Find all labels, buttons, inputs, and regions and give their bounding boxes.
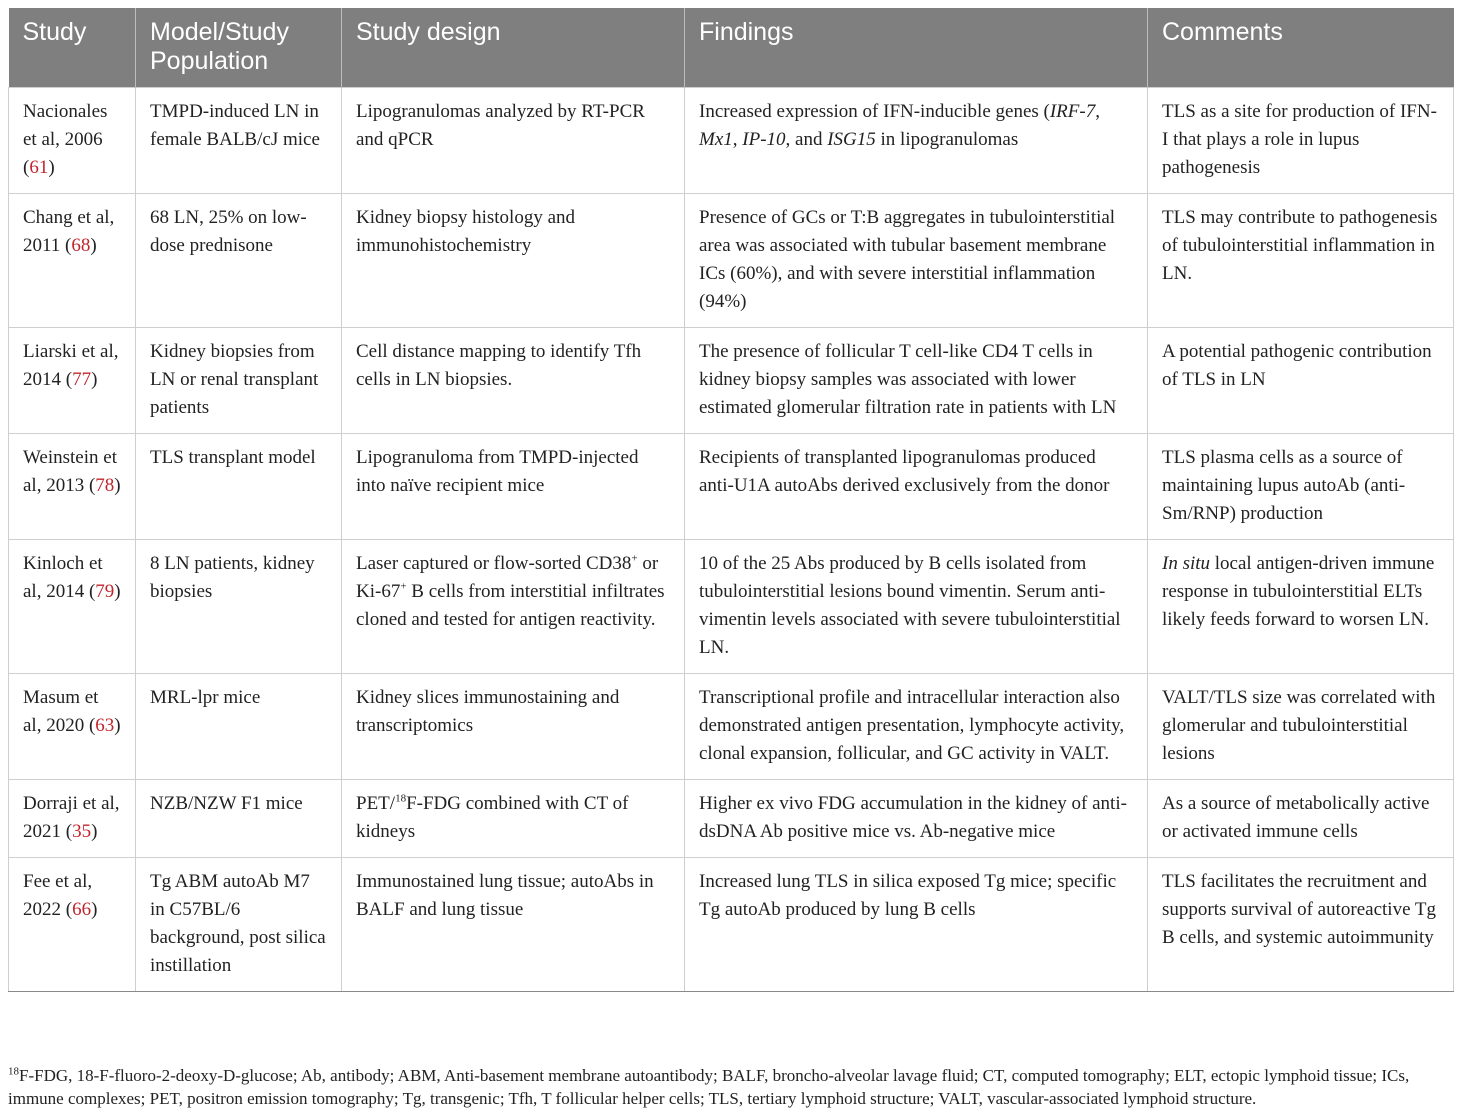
cell-study: Dorraji et al, 2021 (35) bbox=[9, 780, 136, 858]
table-row bbox=[9, 674, 1454, 780]
cell-study: Masum et al, 2020 (63) bbox=[9, 674, 136, 780]
citation-link[interactable]: 35 bbox=[72, 821, 92, 842]
cell-model: Tg ABM autoAb M7 in C57BL/6 background, post silica instillation bbox=[136, 858, 342, 992]
cell-findings: Presence of GCs or T:B aggregates in tubulointerstitial area was associated with tubular basement membrane ICs (60%), and with severe interstitial inflammation (94%) bbox=[685, 194, 1148, 328]
table-row bbox=[9, 88, 1454, 194]
cell-design: Immunostained lung tissue; autoAbs in BALF and lung tissue bbox=[342, 858, 685, 992]
cell-model: 8 LN patients, kidney biopsies bbox=[136, 540, 342, 674]
cell-comments: VALT/TLS size was correlated with glomerular and tubulointerstitial lesions bbox=[1148, 674, 1454, 780]
table-row bbox=[9, 194, 1454, 328]
table-row bbox=[9, 434, 1454, 540]
studies-table bbox=[8, 8, 1454, 992]
header-model: Model/Study Population bbox=[136, 8, 342, 88]
cell-design: PET/$^{18}$F-FDG combined with CT of kidneys bbox=[342, 780, 685, 858]
cell-model: NZB/NZW F1 mice bbox=[136, 780, 342, 858]
cell-study: Chang et al, 2011 (68) bbox=[9, 194, 136, 328]
cell-comments: TLS plasma cells as a source of maintaining lupus autoAb (anti-Sm/RNP) production bbox=[1148, 434, 1454, 540]
cell-comments: A potential pathogenic contribution of TLS in LN bbox=[1148, 328, 1454, 434]
cell-comments: TLS as a site for production of IFN-I that plays a role in lupus pathogenesis bbox=[1148, 88, 1454, 194]
cell-findings: Recipients of transplanted lipogranulomas produced anti-U1A autoAbs derived exclusively from the donor bbox=[685, 434, 1148, 540]
cell-findings: Higher ex vivo FDG accumulation in the kidney of anti-dsDNA Ab positive mice vs. Ab-negative mice bbox=[685, 780, 1148, 858]
cell-study: Kinloch et al, 2014 (79) bbox=[9, 540, 136, 674]
cell-design: Lipogranuloma from TMPD-injected into naïve recipient mice bbox=[342, 434, 685, 540]
citation-link[interactable]: 68 bbox=[71, 235, 91, 256]
table-footnote: $^{18}$F-FDG, 18-F-fluoro-2-deoxy-D-glucose; Ab, antibody; ABM, Anti-basement membrane autoantibody; BALF, broncho-alveolar lavage fluid; CT, computed tomography; ELT, ectopic lymphoid tissue; ICs, immune complexes; PET, positron emission tomography; Tg, transgenic; Tfh, T follicular helper cells; TLS, tertiary lymphoid structure; VALT, vascular-associated lymphoid structure. bbox=[8, 1065, 1410, 1108]
cell-study: Liarski et al, 2014 (77) bbox=[9, 328, 136, 434]
citation-link[interactable]: 66 bbox=[72, 899, 92, 920]
cell-study: Weinstein et al, 2013 (78) bbox=[9, 434, 136, 540]
citation-link[interactable]: 77 bbox=[72, 369, 92, 390]
citation-link[interactable]: 61 bbox=[29, 157, 49, 178]
cell-model: 68 LN, 25% on low-dose prednisone bbox=[136, 194, 342, 328]
header-row bbox=[9, 8, 1454, 88]
header-study: Study bbox=[9, 8, 136, 88]
cell-model: TLS transplant model bbox=[136, 434, 342, 540]
header-comments: Comments bbox=[1148, 8, 1454, 88]
cell-findings: Increased expression of IFN-inducible genes (IRF-7, Mx1, IP-10, and ISG15 in lipogranulomas bbox=[685, 88, 1148, 194]
citation-link[interactable]: 79 bbox=[95, 581, 115, 602]
cell-model: MRL-lpr mice bbox=[136, 674, 342, 780]
cell-findings: 10 of the 25 Abs produced by B cells isolated from tubulointerstitial lesions bound vimentin. Serum anti-vimentin levels associated with severe tubulointerstitial LN. bbox=[685, 540, 1148, 674]
cell-findings: The presence of follicular T cell-like CD4 T cells in kidney biopsy samples was associated with lower estimated glomerular filtration rate in patients with LN bbox=[685, 328, 1148, 434]
cell-comments: TLS facilitates the recruitment and supports survival of autoreactive Tg B cells, and systemic autoimmunity bbox=[1148, 858, 1454, 992]
cell-findings: Increased lung TLS in silica exposed Tg mice; specific Tg autoAb produced by lung B cells bbox=[685, 858, 1148, 992]
cell-design: Kidney slices immunostaining and transcriptomics bbox=[342, 674, 685, 780]
header-design: Study design bbox=[342, 8, 685, 88]
cell-design: Laser captured or flow-sorted CD38+ or Ki-67+ B cells from interstitial infiltrates cloned and tested for antigen reactivity. bbox=[342, 540, 685, 674]
cell-comments: In situ local antigen-driven immune response in tubulointerstitial ELTs likely feeds forward to worsen LN. bbox=[1148, 540, 1454, 674]
cell-study: Fee et al, 2022 (66) bbox=[9, 858, 136, 992]
cell-model: TMPD-induced LN in female BALB/cJ mice bbox=[136, 88, 342, 194]
table-row bbox=[9, 540, 1454, 674]
citation-link[interactable]: 78 bbox=[95, 475, 115, 496]
citation-link[interactable]: 63 bbox=[95, 715, 115, 736]
cell-model: Kidney biopsies from LN or renal transplant patients bbox=[136, 328, 342, 434]
cell-study: Nacionales et al, 2006 (61) bbox=[9, 88, 136, 194]
table-row bbox=[9, 858, 1454, 992]
cell-design: Cell distance mapping to identify Tfh cells in LN biopsies. bbox=[342, 328, 685, 434]
cell-design: Lipogranulomas analyzed by RT-PCR and qPCR bbox=[342, 88, 685, 194]
header-findings: Findings bbox=[685, 8, 1148, 88]
cell-findings: Transcriptional profile and intracellular interaction also demonstrated antigen presentation, lymphocyte activity, clonal expansion, follicular, and GC activity in VALT. bbox=[685, 674, 1148, 780]
cell-design: Kidney biopsy histology and immunohistochemistry bbox=[342, 194, 685, 328]
table-row bbox=[9, 328, 1454, 434]
table-row bbox=[9, 780, 1454, 858]
cell-comments: TLS may contribute to pathogenesis of tubulointerstitial inflammation in LN. bbox=[1148, 194, 1454, 328]
cell-comments: As a source of metabolically active or activated immune cells bbox=[1148, 780, 1454, 858]
